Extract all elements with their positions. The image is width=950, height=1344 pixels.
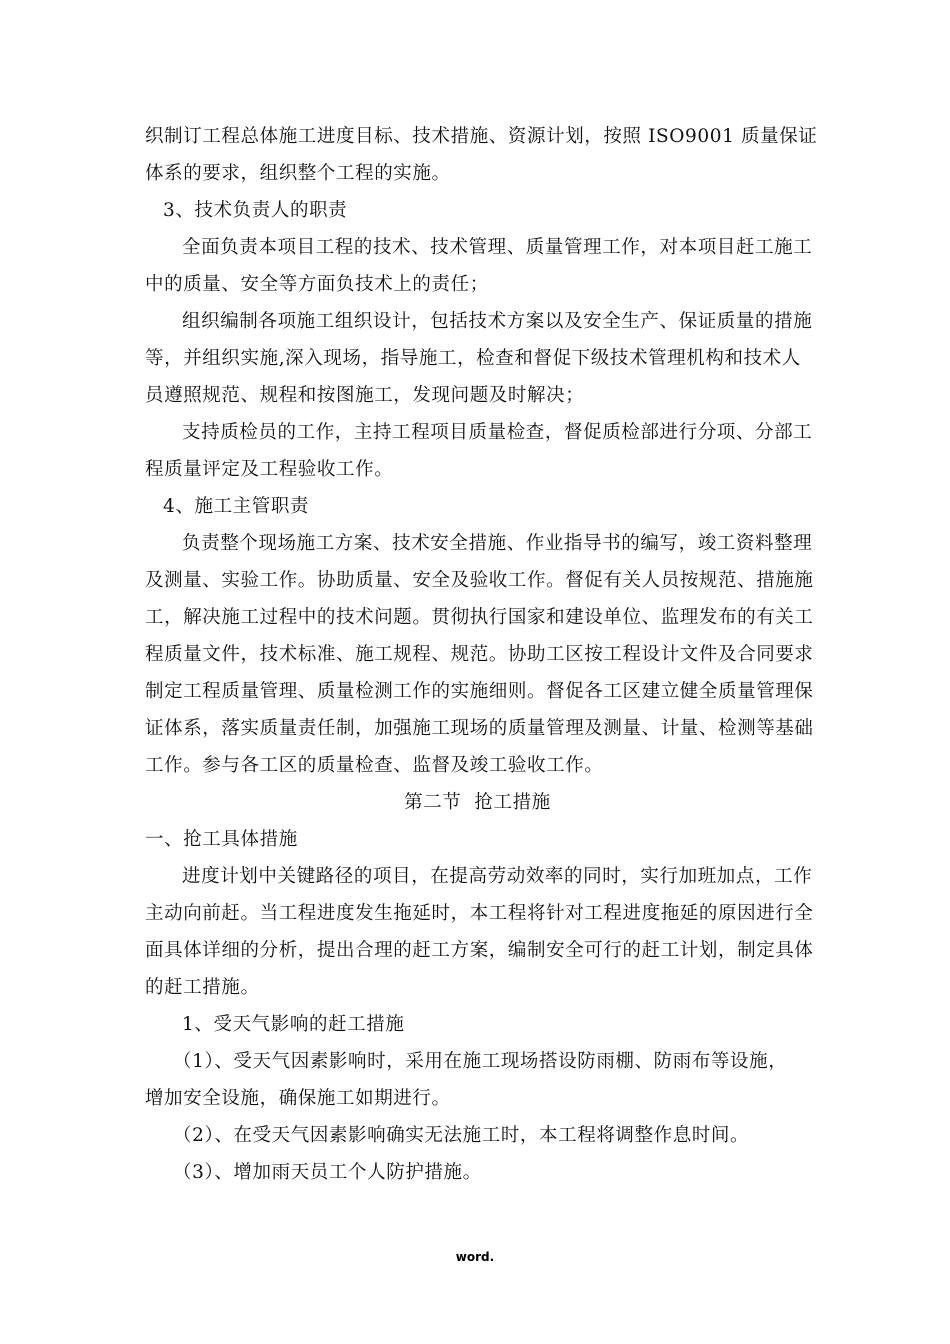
paragraph-line: 员遵照规范、规程和按图施工，发现问题及时解决；: [145, 385, 585, 406]
paragraph-line: 程质量文件，技术标准、施工规程、规范。协助工区按工程设计文件及合同要求: [145, 644, 814, 665]
paragraph-line: 全面负责本项目工程的技术、技术管理、质量管理工作，对本项目赶工施工: [182, 237, 813, 258]
paragraph-line: 等，并组织实施,深入现场，指导施工，检查和督促下级技术管理机构和技术人: [145, 348, 801, 369]
paragraph-line: （3）、增加雨天员工个人防护措施。: [173, 1162, 482, 1183]
paragraph-line: 程质量评定及工程验收工作。: [145, 459, 394, 480]
paragraph-line: 增加安全设施，确保施工如期进行。: [145, 1088, 451, 1109]
document-body: [145, 118, 818, 1191]
paragraph-line: 面具体详细的分析，提出合理的赶工方案，编制安全可行的赶工计划，制定具体: [145, 940, 814, 961]
paragraph-line: 工作。参与各工区的质量检查、监督及竣工验收工作。: [145, 755, 604, 776]
paragraph-line: 中的质量、安全等方面负技术上的责任；: [145, 274, 489, 295]
section-heading: 4、施工主管职责: [163, 496, 310, 517]
paragraph-line: 织制订工程总体施工进度目标、技术措施、资源计划，按照 ISO9001 质量保证: [145, 126, 818, 147]
paragraph-line: 的赶工措施。: [145, 977, 260, 998]
page-footer-label: word.: [455, 1250, 495, 1264]
paragraph-line: 体系的要求，组织整个工程的实施。: [145, 163, 451, 184]
chapter-title: 第二节 抢工措施: [404, 792, 551, 813]
subsection-heading: 1、受天气影响的赶工措施: [182, 1014, 405, 1035]
paragraph-line: （2）、在受天气因素影响确实无法施工时，本工程将调整作息时间。: [173, 1125, 750, 1146]
paragraph-line: 支持质检员的工作，主持工程项目质量检查，督促质检部进行分项、分部工: [182, 422, 813, 443]
paragraph-line: （1）、受天气因素影响时，采用在施工现场搭设防雨棚、防雨布等设施，: [173, 1051, 788, 1072]
section-heading: 3、技术负责人的职责: [163, 200, 348, 221]
section-heading: 一、抢工具体措施: [145, 829, 298, 850]
paragraph-line: 工，解决施工过程中的技术问题。贯彻执行国家和建设单位、监理发布的有关工: [145, 607, 814, 628]
paragraph-line: 进度计划中关键路径的项目，在提高劳动效率的同时，实行加班加点，工作: [182, 866, 813, 887]
paragraph-line: 及测量、实验工作。协助质量、安全及验收工作。督促有关人员按规范、措施施: [145, 570, 814, 591]
paragraph-line: 负责整个现场施工方案、技术安全措施、作业指导书的编写，竣工资料整理: [182, 533, 813, 554]
paragraph-line: 组织编制各项施工组织设计，包括技术方案以及安全生产、保证质量的措施: [182, 311, 813, 332]
paragraph-line: 证体系，落实质量责任制，加强施工现场的质量管理及测量、计量、检测等基础: [145, 718, 814, 739]
paragraph-line: 制定工程质量管理、质量检测工作的实施细则。督促各工区建立健全质量管理保: [145, 681, 814, 702]
paragraph-line: 主动向前赶。当工程进度发生拖延时，本工程将针对工程进度拖延的原因进行全: [145, 903, 814, 924]
